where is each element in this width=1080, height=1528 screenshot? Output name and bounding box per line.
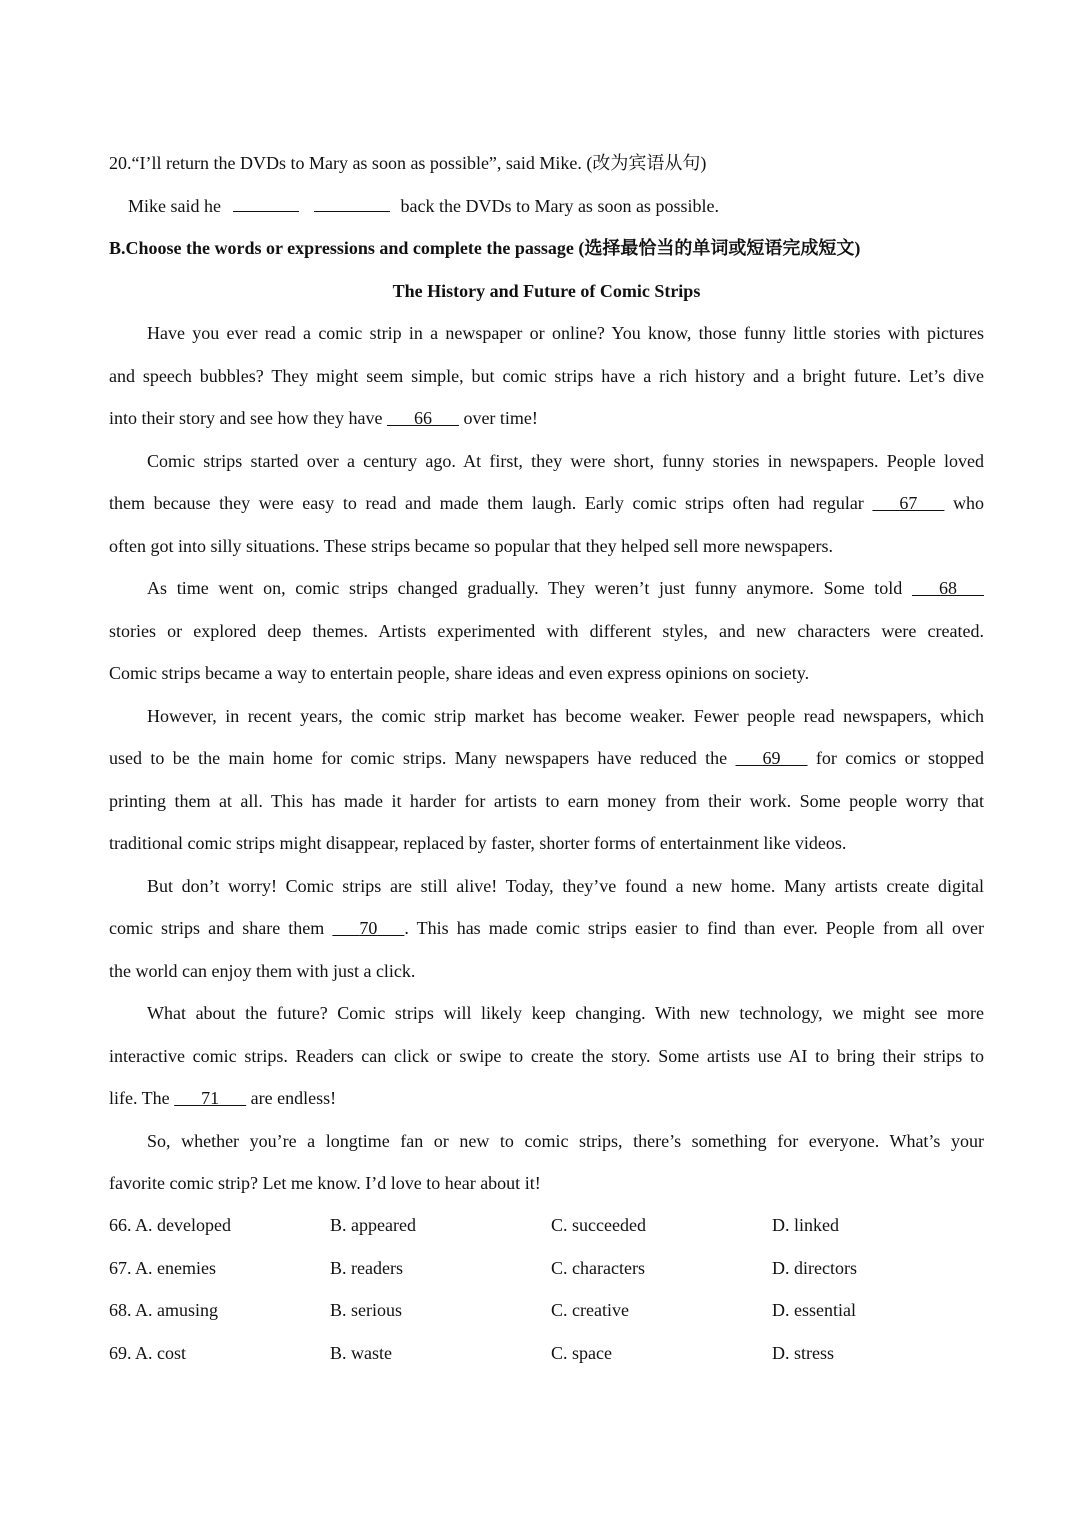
passage-text: comic strips and share them xyxy=(109,918,325,938)
blank-number: 66 xyxy=(413,408,432,428)
blank-number: 71 xyxy=(201,1088,220,1108)
q20-blank-2[interactable] xyxy=(314,195,390,212)
passage-line: Comic strips became a way to entertain people, share ideas and even express opinions on society. xyxy=(109,663,810,683)
passage-text: for comics or stopped xyxy=(815,748,985,768)
option-d[interactable]: D. stress xyxy=(772,1343,834,1363)
option-b[interactable]: B. readers xyxy=(330,1258,403,1278)
option-b[interactable]: B. waste xyxy=(330,1343,392,1363)
passage-line: printing them at all. This has made it harder for artists to earn money from their work. Some people worry that xyxy=(109,791,984,811)
passage-text: over time! xyxy=(463,408,538,428)
passage-text: are endless! xyxy=(250,1088,337,1108)
option-c[interactable]: C. succeeded xyxy=(551,1215,646,1235)
passage-line xyxy=(109,1086,984,1110)
passage-line: So, whether you’re a longtime fan or new to comic strips, there’s something for everyone. What’s your xyxy=(147,1131,984,1151)
blank-71[interactable] xyxy=(174,1086,246,1110)
option-d[interactable]: D. essential xyxy=(772,1300,856,1320)
passage-text: who xyxy=(953,493,985,513)
blank-69[interactable] xyxy=(736,746,808,770)
option-a[interactable]: 68. A. amusing xyxy=(109,1300,219,1320)
passage-text: used to be the main home for comic strips. Many newspapers have reduced the xyxy=(109,748,728,768)
blank-68[interactable] xyxy=(912,576,984,600)
blank-number: 69 xyxy=(762,748,781,768)
blank-number: 70 xyxy=(359,918,378,938)
section-b-heading: B.Choose the words or expressions and complete the passage (选择最恰当的单词或短语完成短文) xyxy=(109,238,861,258)
passage-line xyxy=(109,746,984,770)
q20-blank-1[interactable] xyxy=(233,195,299,212)
passage-line: interactive comic strips. Readers can click or swipe to create the story. Some artists use AI to bring their strips to xyxy=(109,1046,984,1066)
option-a[interactable]: 69. A. cost xyxy=(109,1343,187,1363)
passage-line: Have you ever read a comic strip in a newspaper or online? You know, those funny little stories with pictures xyxy=(147,323,984,343)
passage-text: them because they were easy to read and made them laugh. Early comic strips often had regular xyxy=(109,493,864,513)
q20-answer-line xyxy=(109,194,984,218)
option-c[interactable]: C. creative xyxy=(551,1300,629,1320)
passage-line: the world can enjoy them with just a click. xyxy=(109,961,416,981)
passage-line xyxy=(109,916,984,940)
passage-line: and speech bubbles? They might seem simple, but comic strips have a rich history and a bright future. Let’s dive xyxy=(109,366,984,386)
passage-line xyxy=(109,576,984,600)
q20-answer-end: back the DVDs to Mary as soon as possible. xyxy=(400,196,719,216)
option-d[interactable]: D. directors xyxy=(772,1258,857,1278)
q20-prompt: 20.“I’ll return the DVDs to Mary as soon as possible”, said Mike. (改为宾语从句) xyxy=(109,153,707,173)
passage-line xyxy=(109,491,984,515)
passage-line: However, in recent years, the comic strip market has become weaker. Fewer people read newspapers, which xyxy=(147,706,984,726)
passage-line: But don’t worry! Comic strips are still alive! Today, they’ve found a new home. Many artists create digital xyxy=(147,876,984,896)
blank-number: 68 xyxy=(939,578,957,598)
passage-text: life. The xyxy=(109,1088,170,1108)
passage-line xyxy=(109,406,984,430)
passage-text: As time went on, comic strips changed gradually. They weren’t just funny anymore. Some told xyxy=(147,578,903,598)
option-d[interactable]: D. linked xyxy=(772,1215,839,1235)
blank-67[interactable] xyxy=(872,491,944,515)
passage-title: The History and Future of Comic Strips xyxy=(392,281,701,301)
blank-66[interactable] xyxy=(387,406,459,430)
passage-line: traditional comic strips might disappear, replaced by faster, shorter forms of entertainment like videos. xyxy=(109,833,847,853)
passage-text: into their story and see how they have xyxy=(109,408,383,428)
blank-70[interactable] xyxy=(332,916,404,940)
option-c[interactable]: C. space xyxy=(551,1343,612,1363)
passage-line: What about the future? Comic strips will likely keep changing. With new technology, we might see more xyxy=(147,1003,984,1023)
q20-answer-start: Mike said he xyxy=(128,196,221,216)
passage-text: . This has made comic strips easier to find than ever. People from all over xyxy=(404,918,984,938)
option-a[interactable]: 66. A. developed xyxy=(109,1215,231,1235)
passage-line: stories or explored deep themes. Artists experimented with different styles, and new characters were created. xyxy=(109,621,984,641)
blank-number: 67 xyxy=(899,493,918,513)
passage-line: Comic strips started over a century ago. At first, they were short, funny stories in newspapers. People loved xyxy=(147,451,984,471)
option-c[interactable]: C. characters xyxy=(551,1258,645,1278)
passage-line: favorite comic strip? Let me know. I’d love to hear about it! xyxy=(109,1173,541,1193)
option-a[interactable]: 67. A. enemies xyxy=(109,1258,216,1278)
option-b[interactable]: B. serious xyxy=(330,1300,402,1320)
option-b[interactable]: B. appeared xyxy=(330,1215,416,1235)
passage-line: often got into silly situations. These strips became so popular that they helped sell more newspapers. xyxy=(109,536,834,556)
